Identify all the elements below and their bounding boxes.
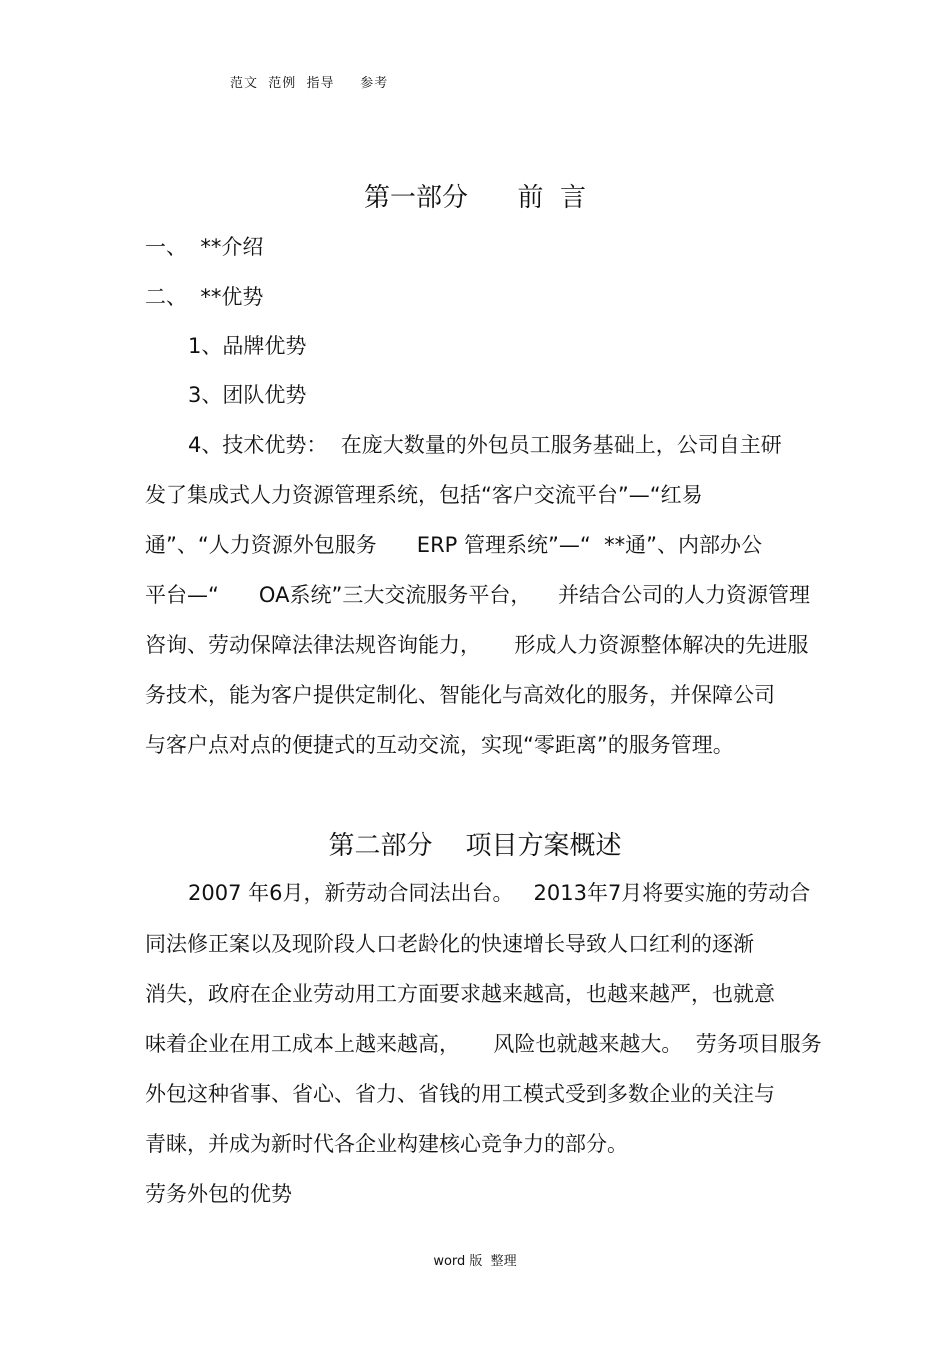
page-header-note: 范文 范例 指导 参考 bbox=[230, 76, 389, 91]
part2-para-line: 同法修正案以及现阶段人口老龄化的快速增长导致人口红利的逐渐 bbox=[145, 932, 754, 956]
part2-para-line: 青睐，并成为新时代各企业构建核心竞争力的部分。 bbox=[145, 1132, 628, 1156]
part2-subheading: 劳务外包的优势 bbox=[145, 1182, 292, 1206]
part1-para-line: 发了集成式人力资源管理系统，包括“客户交流平台”—“红易 bbox=[145, 483, 703, 507]
part2-title: 第二部分 项目方案概述 bbox=[328, 831, 622, 861]
part1-item-advantages: 二、 **优势 bbox=[145, 285, 264, 309]
part1-title: 第一部分 前 言 bbox=[363, 183, 587, 213]
part1-sub-team: 3、团队优势 bbox=[188, 383, 307, 407]
part1-para-line: 平台—“ OA系统”三大交流服务平台， 并结合公司的人力资源管理 bbox=[145, 583, 811, 607]
part2-para-line: 消失，政府在企业劳动用工方面要求越来越高，也越来越严，也就意 bbox=[145, 982, 775, 1006]
part1-para-line: 务技术，能为客户提供定制化、智能化与高效化的服务，并保障公司 bbox=[145, 683, 775, 707]
part2-para-line: 外包这种省事、省心、省力、省钱的用工模式受到多数企业的关注与 bbox=[145, 1082, 775, 1106]
part1-para-line: 通”、“人力资源外包服务 ERP 管理系统”—“ **通”、内部办公 bbox=[145, 533, 762, 557]
part1-para-line: 4、技术优势： 在庞大数量的外包员工服务基础上，公司自主研 bbox=[188, 433, 782, 457]
part1-sub-brand: 1、品牌优势 bbox=[188, 334, 307, 358]
part1-item-intro: 一、 **介绍 bbox=[145, 235, 264, 259]
part2-para-line: 2007 年6月，新劳动合同法出台。 2013年7月将要实施的劳动合 bbox=[188, 881, 811, 905]
page-footer-note: word 版 整理 bbox=[433, 1254, 517, 1269]
part2-para-line: 味着企业在用工成本上越来越高， 风险也就越来越大。 劳务项目服务 bbox=[145, 1032, 822, 1056]
part1-para-line: 咨询、劳动保障法律法规咨询能力， 形成人力资源整体解决的先进服 bbox=[145, 633, 809, 657]
part1-para-line: 与客户点对点的便捷式的互动交流，实现“零距离”的服务管理。 bbox=[145, 733, 734, 757]
